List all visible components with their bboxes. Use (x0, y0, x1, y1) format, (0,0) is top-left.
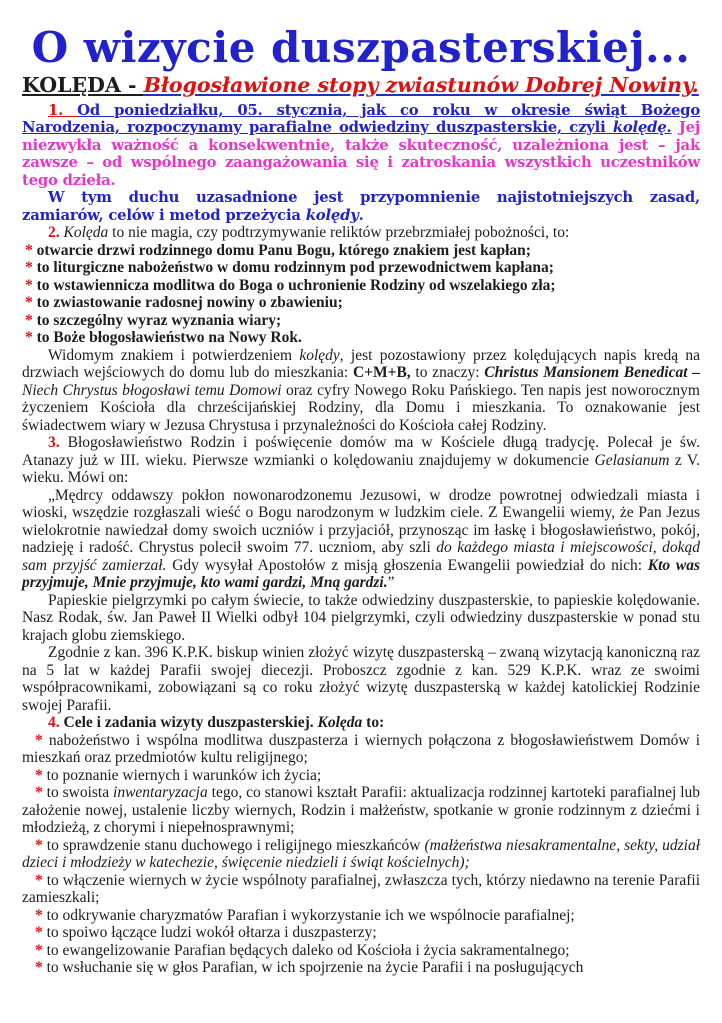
intro-paragraph-2 (22, 189, 700, 224)
text-run: * (25, 259, 37, 277)
text-run: Gelasianum (594, 451, 670, 469)
list-item (22, 767, 700, 785)
paragraph-pilgrimages (22, 592, 700, 645)
list-item (22, 872, 700, 907)
page-title (22, 24, 700, 72)
text-run: C+M+B, (352, 364, 411, 382)
text-run: Błogosławieństwo Rodzin i poświęcenie domów ma w Kościele długą tradycję. Polecał je św. Atanazy już w III. wieku. Pierwsze wzmianki o kolędowaniu znajdujemy w dokumencie (22, 434, 700, 469)
text-run: Gdy wysyłał Apostołów z misją głoszenia Ewangelii powiedział do nich: (166, 556, 648, 574)
text-run: kolędę (612, 119, 667, 137)
text-run: kolędy (305, 206, 359, 224)
text-run: . (666, 119, 672, 137)
text-run: W tym duchu uzasadnione jest przypomnienie najistotniejszych zasad, zamiarów, celów i metod przeżycia (22, 189, 700, 224)
text-run: (małżeństwa niesakramentalne, sekty, udział dzieci i młodzieży w katechezie, święcenie niedzieli i świąt kościelnych); (22, 836, 701, 872)
text-run: * (25, 294, 37, 312)
section-3-paragraph (22, 434, 700, 487)
text-run: z V. wieku. Mówi on: (22, 451, 701, 487)
list-item (22, 732, 700, 767)
text-run: to znaczy: (410, 364, 485, 382)
text-run: to odkrywanie charyzmatów Parafian i wykorzystanie ich we wspólnocie parafialnej; (46, 906, 575, 924)
text-run: * (25, 241, 37, 259)
section-4-heading (22, 714, 700, 732)
text-run: ” (387, 574, 395, 592)
text-run: Niech Chrystus błogosławi temu Domowi (22, 381, 282, 399)
text-run: Od poniedziałku, 05. stycznia, jak co roku w okresie świąt Bożego Narodzenia, rozpoczynamy parafialne odwiedziny duszpasterskie, czyli (22, 101, 700, 137)
text-run: Kolęda (317, 714, 363, 732)
text-run: to zwiastowanie radosnej nowiny o zbawieniu; (36, 294, 343, 312)
text-run: * (35, 766, 47, 784)
text-run: to włączenie wiernych w życie wspólnoty parafialnej, zwłaszcza tych, którzy niedawno na terenie Parafii zamieszkali; (22, 871, 701, 907)
text-run: do każdego miasta i miejscowości, dokąd sam przyjść zamierzał. (22, 539, 700, 574)
list-item (22, 294, 700, 312)
text-run: Kto was przyjmuje, Mnie przyjmuje, kto wami gardzi, Mną gardzi. (22, 556, 701, 592)
text-run: * (25, 311, 37, 329)
text-run: * (35, 784, 47, 802)
text-run: Jej niezwykła ważność a konsekwentnie, także skuteczność, uzależniona jest – jak zawsze – od wspólnego zaangażowania się i zatroskania wszystkich uczestników tego dzieła. (22, 119, 700, 189)
text-run: Błogosławione stopy zwiastunów Dobrej Nowiny. (143, 73, 699, 98)
text-run: * (35, 959, 47, 977)
text-run: oraz cyfry Nowego Roku Pańskiego. Ten napis jest noworocznym życzeniem Kościoła dla chrześcijańskiej Rodziny, dla Domu i mieszkania. To oznakowanie jest świadectwem wiary w Jezusa Chrystusa i przynależności do Kościoła całej Rodziny. (22, 381, 700, 434)
text-run: to swoista (46, 784, 114, 802)
text-run: Widomym znakiem i potwierdzeniem (48, 346, 300, 364)
list-item (22, 242, 700, 260)
text-run: otwarcie drzwi rodzinnego domu Panu Bogu, którego znakiem jest kapłan; (36, 241, 531, 259)
text-run: Zgodnie z kan. 396 K.P.K. biskup winien złożyć wizytę duszpasterską – zwaną wizytacją kanoniczną raz na 5 lat w każdej Parafii swojej diecezji. Proboszcz zgodnie z kan. 529 K.P.K. wraz ze swoimi współpracownikami, zobowiązani są co roku złożyć wizytę duszpasterską w każdej katolickiej Rodzinie swojej Parafii. (22, 644, 700, 714)
text-run: * (35, 924, 47, 942)
text-run: 2. (48, 224, 64, 242)
text-run: nabożeństwo i wspólna modlitwa duszpasterza i wiernych połączona z błogosławieństwem Domów i mieszkań oraz przedmiotów kultu religijnego; (22, 731, 701, 767)
headline (22, 73, 700, 98)
text-run: kolędy (299, 346, 340, 364)
document-body (22, 24, 700, 977)
text-run: * (35, 906, 47, 924)
text-run: to nie magia, czy podtrzymywanie reliktów przebrzmiałej pobożności, to: (108, 224, 570, 242)
list-item (22, 942, 700, 960)
text-run: to spoiwo łączące ludzi wokół ołtarza i duszpasterzy; (46, 924, 377, 942)
quote-paragraph (22, 487, 700, 592)
text-run: to sprawdzenie stanu duchowego i religijnego mieszkańców (46, 836, 425, 854)
text-run: KOLĘDA - (22, 73, 144, 98)
text-run: to szczególny wyraz wyznania wiary; (36, 311, 282, 329)
text-run: to Boże błogosławieństwo na Nowy Rok. (36, 329, 302, 347)
list-item (22, 312, 700, 330)
list-item (22, 259, 700, 277)
text-run: * (25, 276, 37, 294)
text-run: Christus Mansionem Benedicat – (484, 364, 700, 382)
text-run: to poznanie wiernych i warunków ich życia; (46, 766, 322, 784)
list-item (22, 277, 700, 295)
text-run: Kolęda (63, 224, 109, 242)
text-run: * (35, 871, 47, 889)
text-run: 4. (48, 714, 64, 732)
text-run: to wstawiennicza modlitwa do Boga o uchronienie Rodziny od wszelakiego zła; (36, 276, 556, 294)
intro-paragraph-1 (22, 102, 700, 189)
text-run: „Mędrcy oddawszy pokłon nowonarodzonemu Jezusowi, w drodze powrotnej odwiedzali miasta i wioski, wszędzie rozgłaszali wieść o Bogu narodzonym w ludzkim ciele. Z Ewangelii wiemy, że Pan Jezus wielokrotnie nawiedzał domy swoich uczniów i przyjaciół, przynosząc im łaskę i błogosławieństwo, pokój, nadzieję i radość. Chrystus polecił swoim 77. uczniom, aby szli (22, 486, 700, 557)
text-run: tego, co stanowi kształt Parafii: aktualizacja rodzinnej kartoteki parafialnej lub założenie nowej, ustalenie liczby wiernych, Rodzin i małżeństw, spotkanie w gronie rodzinnym z dziećmi i młodzieżą, z chorymi i niepełnosprawnymi; (22, 784, 700, 837)
text-run: Cele i zadania wizyty duszpasterskiej. (63, 714, 318, 732)
text-run: to wsłuchanie się w głos Parafian, w ich spojrzenie na życie Parafii i na posługujących (46, 959, 584, 977)
section-2-heading (22, 224, 700, 242)
text-run: * (35, 836, 47, 854)
list-item (22, 784, 700, 837)
text-run: . (358, 206, 364, 224)
text-run: 3. (48, 434, 68, 452)
text-run: Papieskie pielgrzymki po całym świecie, to także odwiedziny duszpasterskie, to papieskie kolędowanie. Nasz Rodak, św. Jan Paweł II Wielki odbył 104 pielgrzymki, czyli odwiedziny duszpasterskie w ponad stu krajach globu ziemskiego. (22, 591, 700, 644)
text-run: * (25, 329, 37, 347)
list-item (22, 329, 700, 347)
text-run (672, 119, 679, 136)
list-item (22, 907, 700, 925)
list-item (22, 959, 700, 977)
list-item (22, 924, 700, 942)
text-run: to ewangelizowanie Parafian będących daleko od Kościoła i życia sakramentalnego; (46, 941, 570, 959)
paragraph-cmb (22, 347, 700, 435)
list-item (22, 837, 700, 872)
text-run: * (35, 941, 47, 959)
text-run: O wizycie duszpasterskiej... (31, 23, 691, 72)
text-run: to: (362, 714, 385, 732)
text-run: inwentaryzacja (113, 784, 208, 802)
paragraph-canon-law (22, 644, 700, 714)
text-run: to liturgiczne nabożeństwo w domu rodzinnym pod przewodnictwem kapłana; (36, 259, 554, 277)
text-run: , jest pozostawiony przez kolędujących napis kredą na drzwiach wejściowych do domu lub do mieszkania: (22, 346, 700, 382)
text-run: * (35, 731, 49, 749)
text-run: 1. (48, 101, 78, 119)
